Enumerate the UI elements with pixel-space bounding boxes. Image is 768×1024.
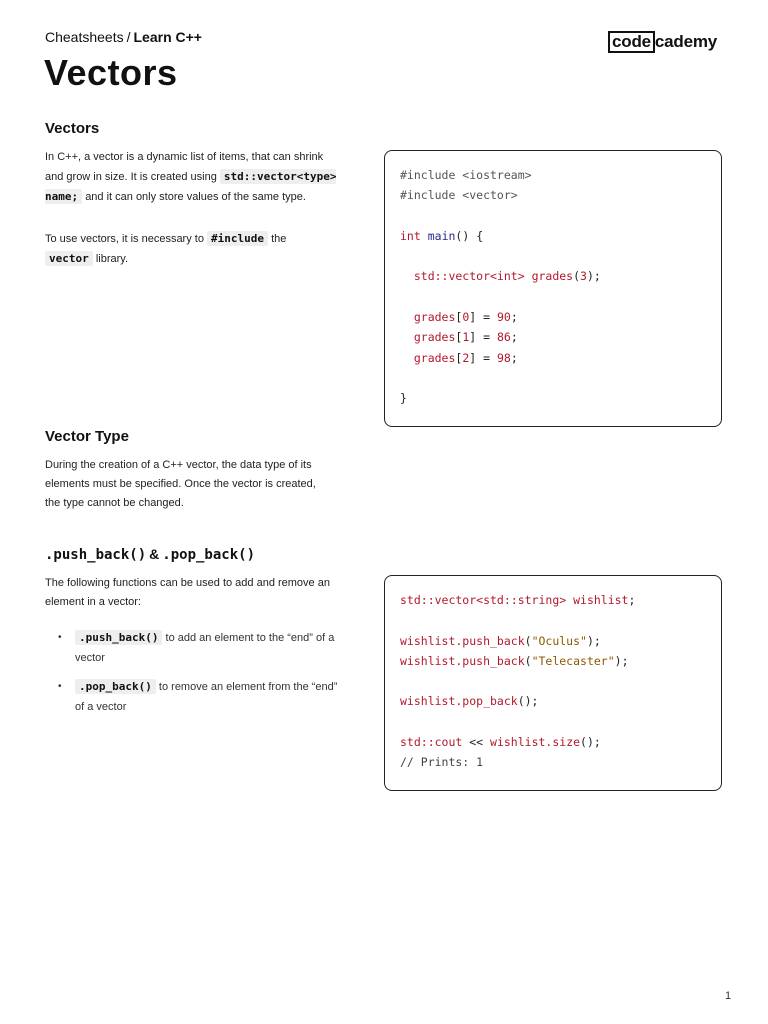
- vectors-p2-text-c: library.: [95, 253, 129, 265]
- code-token: std::cout: [400, 735, 470, 750]
- logo-code-part: code: [608, 31, 655, 53]
- code-token: ;: [510, 310, 518, 325]
- code-token: 90: [496, 310, 511, 325]
- page-title: Vectors: [44, 52, 178, 93]
- code-line: [400, 651, 706, 671]
- code-token: std::vector<int>: [400, 269, 532, 284]
- codecademy-logo[interactable]: [608, 31, 717, 53]
- code-token: [: [455, 350, 463, 365]
- code-token: (: [524, 653, 532, 668]
- section-title-push-pop: [45, 546, 255, 563]
- push-pop-intro: The following functions can be used to add and remove an element in a vector:: [45, 577, 330, 608]
- code-token: std::vector<std::string>: [400, 593, 574, 607]
- code-token: grades: [531, 269, 574, 284]
- code-token: ] =: [469, 330, 497, 345]
- inline-code-pop-back: .pop_back(): [75, 679, 156, 694]
- code-line: }: [400, 391, 407, 406]
- code-token: );: [586, 269, 601, 284]
- code-token: int: [400, 228, 421, 243]
- code-line: [400, 266, 706, 286]
- code-token: [: [455, 330, 463, 345]
- code-line: [400, 226, 706, 246]
- code-token: 2: [462, 350, 470, 365]
- code-line-blank: [400, 368, 706, 388]
- code-token: ();: [580, 735, 601, 750]
- code-block-vectors: [384, 150, 722, 427]
- code-line: [400, 348, 706, 368]
- vectors-p2-text-a: To use vectors, it is necessary to: [45, 233, 204, 245]
- code-token: ;: [628, 593, 636, 607]
- vectors-paragraph-2: [45, 229, 340, 269]
- breadcrumb: [45, 29, 202, 45]
- inline-code-vector-declaration: std::vector<type> name;: [45, 170, 337, 203]
- logo-cademy-part: cademy: [654, 32, 718, 51]
- code-token: 86: [496, 330, 511, 345]
- list-item: [58, 628, 338, 668]
- vectors-paragraph-1: [45, 148, 340, 207]
- code-token: ] =: [469, 310, 497, 325]
- code-line: [400, 307, 706, 327]
- vector-type-paragraph: During the creation of a C++ vector, the data type of its elements must be specified. Once the vector is created, the type cannot be changed.: [45, 459, 316, 509]
- code-line: [400, 327, 706, 347]
- code-block-push-pop: [384, 575, 722, 791]
- code-token: (: [524, 633, 532, 648]
- code-token: [: [455, 310, 463, 325]
- code-token: ;: [510, 330, 518, 345]
- title-pop-back: .pop_back(): [162, 547, 255, 563]
- code-line: #include <vector>: [400, 188, 518, 203]
- inline-code-include: #include: [207, 231, 268, 246]
- code-token: grades: [400, 330, 456, 345]
- code-token: ();: [517, 694, 539, 709]
- title-push-back: .push_back(): [45, 547, 147, 563]
- code-token: "Telecaster": [531, 653, 615, 668]
- code-token: (: [573, 269, 581, 284]
- section-title-vector-type: Vector Type: [45, 428, 129, 445]
- bullet-marker: •: [58, 632, 62, 643]
- code-token: 1: [462, 330, 470, 345]
- vectors-p1-text-a: In C++, a vector is a dynamic list of items, that can shrink and grow in size. It is created using: [45, 151, 324, 183]
- title-ampersand: &: [149, 546, 160, 562]
- bullet-text: to remove an element from the “end” of a vector: [75, 681, 338, 713]
- code-line-blank: [400, 712, 706, 732]
- code-line-blank: [400, 287, 706, 307]
- code-token: 98: [496, 350, 511, 365]
- code-line-comment: // Prints: 1: [400, 755, 484, 770]
- code-line: #include <iostream>: [400, 168, 532, 182]
- code-token: 0: [462, 310, 470, 325]
- code-line-blank: [400, 206, 706, 226]
- inline-code-push-back: .push_back(): [75, 630, 162, 645]
- code-token: grades: [400, 350, 456, 365]
- code-token: );: [614, 653, 629, 668]
- code-token: main: [427, 228, 456, 243]
- page-number: 1: [725, 990, 732, 1002]
- inline-code-vector: vector: [45, 251, 93, 266]
- code-token: wishlist.pop_back: [400, 694, 518, 709]
- bullet-marker: •: [58, 681, 62, 692]
- code-token: grades: [400, 310, 456, 325]
- code-line: [400, 590, 706, 610]
- code-token: wishlist.push_back: [400, 633, 525, 648]
- code-line-blank: [400, 610, 706, 630]
- code-token: wishlist.size: [490, 735, 581, 750]
- code-line: [400, 631, 706, 651]
- vectors-p2-text-b: the: [271, 233, 287, 245]
- code-line: [400, 691, 706, 711]
- code-line-blank: [400, 246, 706, 266]
- code-token: ;: [510, 350, 518, 365]
- code-token: );: [586, 633, 601, 648]
- vectors-p1-text-b: and it can only store values of the same type.: [85, 191, 306, 203]
- code-token: wishlist: [573, 593, 629, 607]
- code-token: wishlist.push_back: [400, 653, 525, 668]
- list-item: [58, 677, 338, 717]
- code-line-blank: [400, 671, 706, 691]
- breadcrumb-current[interactable]: Learn C++: [133, 29, 202, 45]
- push-pop-bullet-list: [58, 628, 338, 726]
- bullet-text: to add an element to the “end” of a vector: [75, 632, 335, 664]
- code-line: [400, 732, 706, 752]
- code-token: ] =: [469, 350, 497, 365]
- section-title-vectors: Vectors: [45, 120, 100, 137]
- breadcrumb-separator: /: [126, 29, 131, 45]
- code-token: () {: [455, 228, 484, 243]
- code-token: 3: [580, 269, 587, 284]
- code-token: "Oculus": [531, 633, 587, 648]
- breadcrumb-parent-link[interactable]: Cheatsheets: [45, 29, 124, 45]
- code-token: <<: [469, 735, 491, 750]
